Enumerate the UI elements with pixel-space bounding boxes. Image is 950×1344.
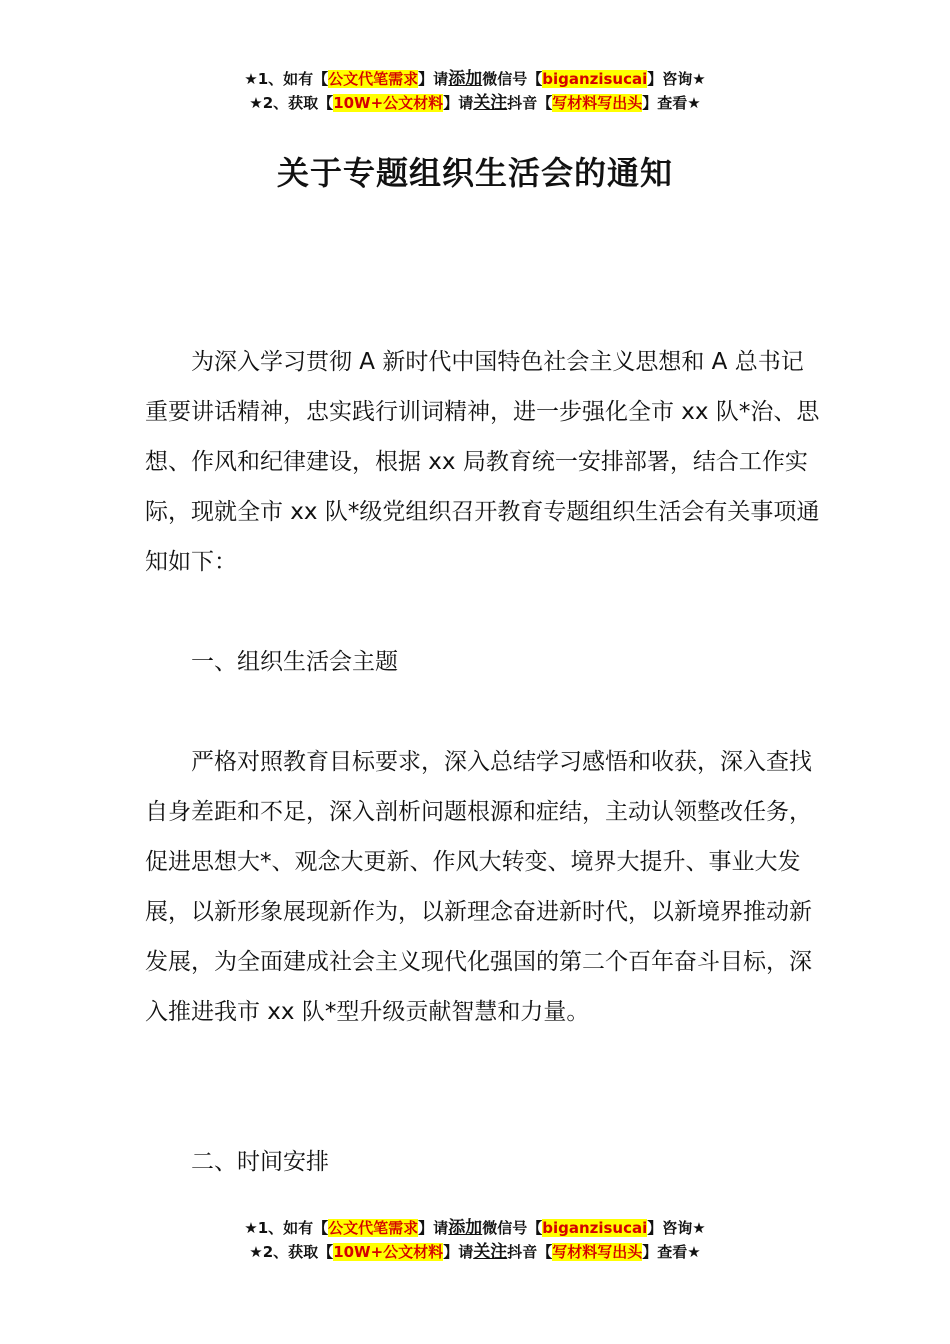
promo-text: 微信号【 [482,70,543,88]
section-heading-text: 二、时间安排 [191,1149,329,1175]
promo-highlight: 公文代笔需求 [328,70,419,88]
section-body-text: 严格对照教育目标要求，深入总结学习感悟和收获，深入查找自身差距和不足，深入剖析问题根源和症结，主动认领整改任务，促进思想大*、观念大更新、作风大转变、境界大提升、事业大发展，以新形象展现新作为，以新理念奋进新时代，以新境界推动新发展，为全面建成社会主义现代化强国的第二个百年奋斗目标，深入推进我市 xx 队*型升级贡献智慧和力量。 [145,749,812,1025]
promo-wechat-id: biganzisucai [542,70,648,88]
promo-emphasis: 关注 [473,1242,508,1262]
intro-text: 为深入学习贯彻 A 新时代中国特色社会主义思想和 A 总书记重要讲话精神，忠实践行训词精神，进一步强化全市 xx 队*治、思想、作风和纪律建设，根据 xx 局教育统一安排部署，结合工作实际，现就全市 xx 队*级党组织召开教育专题组织生活会有关事项通知如下： [145,349,820,575]
promo-emphasis: 关注 [473,93,508,113]
promo-highlight: 公文代笔需求 [328,1219,419,1237]
promo-text: ★2、获取【 [249,1243,334,1261]
promo-banner-bottom [0,1216,950,1264]
promo-text: 】请 [443,94,474,112]
section-heading-text: 一、组织生活会主题 [191,649,398,675]
promo-text: 抖音【 [507,94,553,112]
promo-banner-top [0,67,950,115]
promo-text: 】查看★ [642,94,701,112]
promo-text: ★1、如有【 [244,1219,329,1237]
promo-highlight: 10W+公文材料 [333,94,444,112]
promo-text: 】请 [443,1243,474,1261]
promo-text: 】咨询★ [647,70,706,88]
promo-line-2 [0,91,950,115]
promo-line-2 [0,1240,950,1264]
section-1-heading [145,637,825,687]
promo-account: 写材料写出头 [552,1243,643,1261]
promo-highlight: 10W+公文材料 [333,1243,444,1261]
promo-text: 】请 [418,70,449,88]
promo-text: ★2、获取【 [249,94,334,112]
promo-text: ★1、如有【 [244,70,329,88]
promo-text: 抖音【 [507,1243,553,1261]
section-2-heading [145,1137,825,1187]
promo-wechat-id: biganzisucai [542,1219,648,1237]
promo-emphasis: 添加 [448,1218,483,1238]
promo-text: 】查看★ [642,1243,701,1261]
promo-text: 微信号【 [482,1219,543,1237]
promo-text: 】请 [418,1219,449,1237]
intro-paragraph [145,337,825,587]
promo-text: 】咨询★ [647,1219,706,1237]
promo-line-1 [0,1216,950,1240]
promo-emphasis: 添加 [448,69,483,89]
promo-account: 写材料写出头 [552,94,643,112]
section-1-body [145,737,825,1037]
document-title: 关于专题组织生活会的通知 [276,154,673,192]
promo-line-1 [0,67,950,91]
